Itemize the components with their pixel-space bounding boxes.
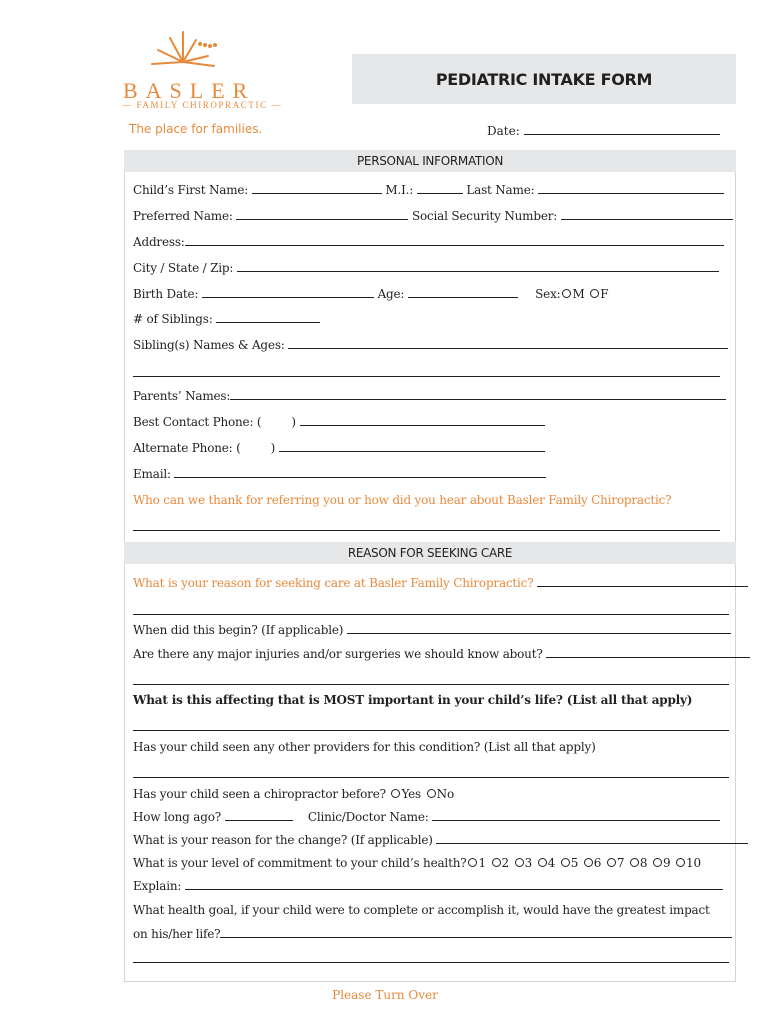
- last-name-label: Last Name:: [466, 183, 535, 197]
- age-field[interactable]: [408, 287, 518, 298]
- sex-m-radio[interactable]: [562, 289, 571, 298]
- address-field[interactable]: [185, 235, 724, 246]
- date-field[interactable]: [487, 124, 720, 138]
- address-row: [133, 234, 724, 250]
- chiro-before-label: Has your child seen a chiropractor before?: [133, 787, 386, 801]
- commitment-radio-3[interactable]: [515, 858, 524, 867]
- siblings-count-row: [133, 311, 320, 327]
- when-begin-field[interactable]: [347, 623, 731, 634]
- parents-names-field[interactable]: [230, 389, 726, 400]
- sibling-names-field[interactable]: [288, 338, 728, 349]
- commitment-radio-1[interactable]: [468, 858, 477, 867]
- commitment-label: What is your level of commitment to your child’s health?: [133, 856, 467, 870]
- best-phone-label: Best Contact Phone: (: [133, 415, 262, 429]
- referral-field[interactable]: [133, 530, 720, 531]
- commitment-radio-5[interactable]: [561, 858, 570, 867]
- first-name-field[interactable]: [252, 183, 382, 194]
- birth-age-sex-row: [133, 286, 608, 302]
- commitment-option-label: 2: [501, 856, 509, 870]
- most-important-field[interactable]: [133, 730, 729, 731]
- alt-phone-label: Alternate Phone: (: [133, 441, 241, 455]
- most-important-question: What is this affecting that is MOST important in your child’s life? (List all that apply): [133, 693, 693, 707]
- commitment-option-label: 3: [524, 856, 533, 870]
- last-name-field[interactable]: [538, 183, 724, 194]
- commitment-radio-2[interactable]: [492, 858, 501, 867]
- section-personal-information: PERSONAL INFORMATION: [124, 150, 736, 172]
- address-label: Address:: [133, 235, 185, 249]
- goal-question-line1: What health goal, if your child were to complete or accomplish it, would have the greatest impact: [133, 903, 710, 917]
- sun-logo-icon: [150, 26, 220, 74]
- reason-change-label: What is your reason for the change? (If applicable): [133, 833, 433, 847]
- commitment-option-label: 4: [547, 856, 556, 870]
- city-state-zip-field[interactable]: [237, 261, 719, 272]
- mi-label: M.I.:: [385, 183, 414, 197]
- logo: [150, 26, 220, 74]
- city-state-zip-label: City / State / Zip:: [133, 261, 234, 275]
- explain-row: [133, 878, 723, 894]
- num-siblings-field[interactable]: [216, 312, 320, 323]
- injuries-row: [133, 646, 750, 662]
- goal-extra-line[interactable]: [133, 962, 729, 963]
- date-label: Date:: [487, 124, 520, 138]
- section-reason-for-seeking-care: REASON FOR SEEKING CARE: [124, 542, 736, 564]
- mi-field[interactable]: [417, 183, 463, 194]
- commitment-option-label: 10: [686, 856, 701, 870]
- form-title: PEDIATRIC INTAKE FORM: [435, 70, 653, 89]
- reason-change-field[interactable]: [436, 833, 748, 844]
- commitment-radio-8[interactable]: [630, 858, 639, 867]
- when-begin-label: When did this begin? (If applicable): [133, 623, 344, 637]
- seeking-label: What is your reason for seeking care at Basler Family Chiropractic?: [133, 576, 534, 590]
- email-row: [133, 466, 546, 482]
- age-label: Age:: [377, 287, 405, 301]
- preferred-name-row: [133, 208, 733, 224]
- logo-name: BASLER: [123, 78, 256, 103]
- chiro-no-label: No: [436, 787, 454, 801]
- commitment-row: [133, 855, 701, 871]
- logo-subtitle: — FAMILY CHIROPRACTIC —: [122, 100, 283, 110]
- birth-date-field[interactable]: [202, 287, 374, 298]
- sex-m-label: M: [572, 287, 585, 301]
- best-phone-field[interactable]: [300, 415, 545, 426]
- clinic-field[interactable]: [432, 810, 720, 821]
- chiro-yes-radio[interactable]: [391, 789, 400, 798]
- other-providers-field[interactable]: [133, 777, 729, 778]
- how-long-label: How long ago?: [133, 810, 221, 824]
- explain-label: Explain:: [133, 879, 182, 893]
- commitment-radio-4[interactable]: [538, 858, 547, 867]
- sibling-names-row: [133, 337, 728, 353]
- parents-names-label: Parents’ Names:: [133, 389, 231, 403]
- commitment-radio-9[interactable]: [653, 858, 662, 867]
- commitment-option-label: 8: [639, 856, 648, 870]
- tagline: The place for families.: [129, 122, 263, 136]
- commitment-radio-7[interactable]: [607, 858, 616, 867]
- chiro-yes-label: Yes: [401, 787, 422, 801]
- sex-f-radio[interactable]: [590, 289, 599, 298]
- commitment-scale: [466, 856, 700, 870]
- explain-field[interactable]: [185, 879, 723, 890]
- sex-label: Sex:: [535, 287, 561, 301]
- child-name-row: [133, 182, 724, 198]
- preferred-name-field[interactable]: [236, 209, 408, 220]
- commitment-option-label: 9: [662, 856, 671, 870]
- ssn-field[interactable]: [561, 209, 733, 220]
- reason-change-row: [133, 832, 748, 848]
- sibling-names-extra-line[interactable]: [133, 376, 720, 377]
- alt-phone-field[interactable]: [279, 441, 545, 452]
- preferred-name-label: Preferred Name:: [133, 209, 233, 223]
- how-long-clinic-row: [133, 809, 720, 825]
- goal-label: on his/her life?: [133, 927, 221, 941]
- other-providers-question: Has your child seen any other providers for this condition? (List all that apply): [133, 740, 596, 754]
- goal-field[interactable]: [220, 927, 732, 938]
- commitment-option-label: 5: [570, 856, 579, 870]
- chiro-before-row: [133, 786, 454, 802]
- commitment-option-label: 7: [616, 856, 625, 870]
- email-label: Email:: [133, 467, 171, 481]
- birth-date-label: Birth Date:: [133, 287, 199, 301]
- commitment-option-label: 1: [478, 856, 486, 870]
- commitment-option-label: 6: [593, 856, 602, 870]
- alt-phone-row: Alternate Phone: ( ): [133, 440, 545, 456]
- sibling-names-label: Sibling(s) Names & Ages:: [133, 338, 285, 352]
- when-begin-row: [133, 622, 731, 638]
- referral-question: Who can we thank for referring you or how did you hear about Basler Family Chiropractic?: [133, 493, 672, 507]
- email-field[interactable]: [174, 467, 546, 478]
- seeking-field[interactable]: [537, 576, 748, 587]
- commitment-radio-6[interactable]: [584, 858, 593, 867]
- city-state-zip-row: [133, 260, 719, 276]
- first-name-label: Child’s First Name:: [133, 183, 249, 197]
- chiro-no-radio[interactable]: [427, 789, 436, 798]
- footer-note: Please Turn Over: [332, 988, 438, 1002]
- best-phone-row: Best Contact Phone: ( ): [133, 414, 545, 430]
- goal-row: [133, 926, 732, 942]
- seeking-row: [133, 575, 748, 591]
- clinic-label: Clinic/Doctor Name:: [307, 810, 429, 824]
- injuries-label: Are there any major injuries and/or surgeries we should know about?: [133, 647, 543, 661]
- ssn-label: Social Security Number:: [411, 209, 558, 223]
- seeking-extra-line[interactable]: [133, 614, 729, 615]
- injuries-field[interactable]: [546, 647, 750, 658]
- commitment-radio-10[interactable]: [676, 858, 685, 867]
- parents-names-row: [133, 388, 726, 404]
- injuries-extra-line[interactable]: [133, 684, 729, 685]
- sex-f-label: F: [600, 287, 609, 301]
- title-banner: [352, 54, 736, 104]
- num-siblings-label: # of Siblings:: [133, 312, 213, 326]
- how-long-field[interactable]: [225, 810, 293, 821]
